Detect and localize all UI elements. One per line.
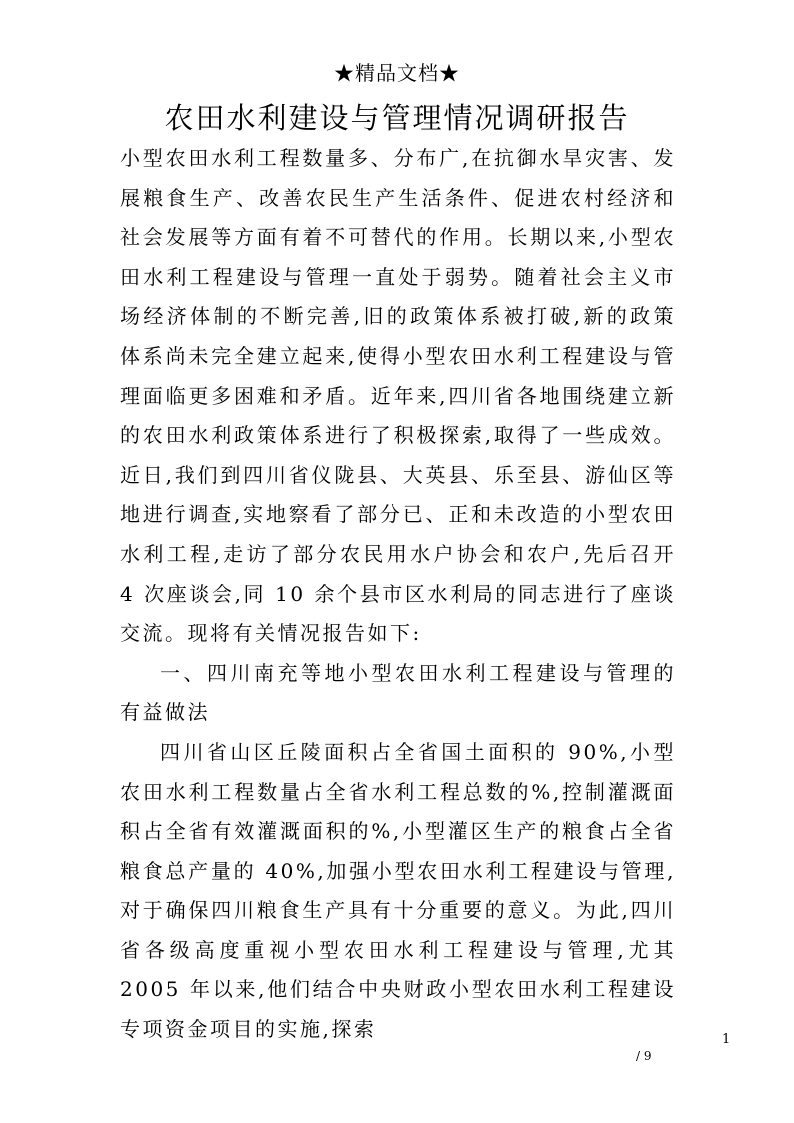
section-heading-1: 一、四川南充等地小型农田水利工程建设与管理的有益做法 [120, 660, 676, 725]
page-number: 1 [722, 1032, 731, 1047]
paragraph-intro: 小型农田水利工程数量多、分布广,在抗御水旱灾害、发展粮食生产、改善农民生产生活条件、促进农村经济和社会发展等方面有着不可替代的作用。长期以来,小型农田水利工程建设与管理一直处于弱势。随着社会主义市场经济体制的不断完善,旧的政策体系被打破,新的政策体系尚未完全建立起来,使得小型农田水利工程建设与管理面临更多困难和矛盾。近年来,四川省各地围绕建立新的农田水利政策体系进行了积极探索,取得了一些成效。近日,我们到四川省仪陇县、大英县、乐至县、游仙区等地进行调查,实地察看了部分已、正和未改造的小型农田水利工程,走访了部分农民用水户协会和农户,先后召开 4 次座谈会,同 10 余个县市区水利局的同志进行了座谈交流。现将有关情况报告如下: [120, 146, 676, 646]
paragraph-section-1: 四川省山区丘陵面积占全省国土面积的 90%,小型农田水利工程数量占全省水利工程总数的%,控制灌溉面积占全省有效灌溉面积的%,小型灌区生产的粮食占全省粮食总产量的 40%,加强小型农田水利工程建设与管理,对于确保四川粮食生产具有十分重要的意义。为此,四川省各级高度重视小型农田水利工程建设与管理,尤其 2005 年以来,他们结合中央财政小型农田水利工程建设专项资金项目的实施,探索 [120, 739, 676, 1042]
document-body [120, 139, 676, 1050]
document-title: 农田水利建设与管理情况调研报告 [164, 101, 630, 135]
page-total: / 9 [636, 1049, 652, 1063]
header-mark: ★精品文档★ [334, 61, 460, 85]
